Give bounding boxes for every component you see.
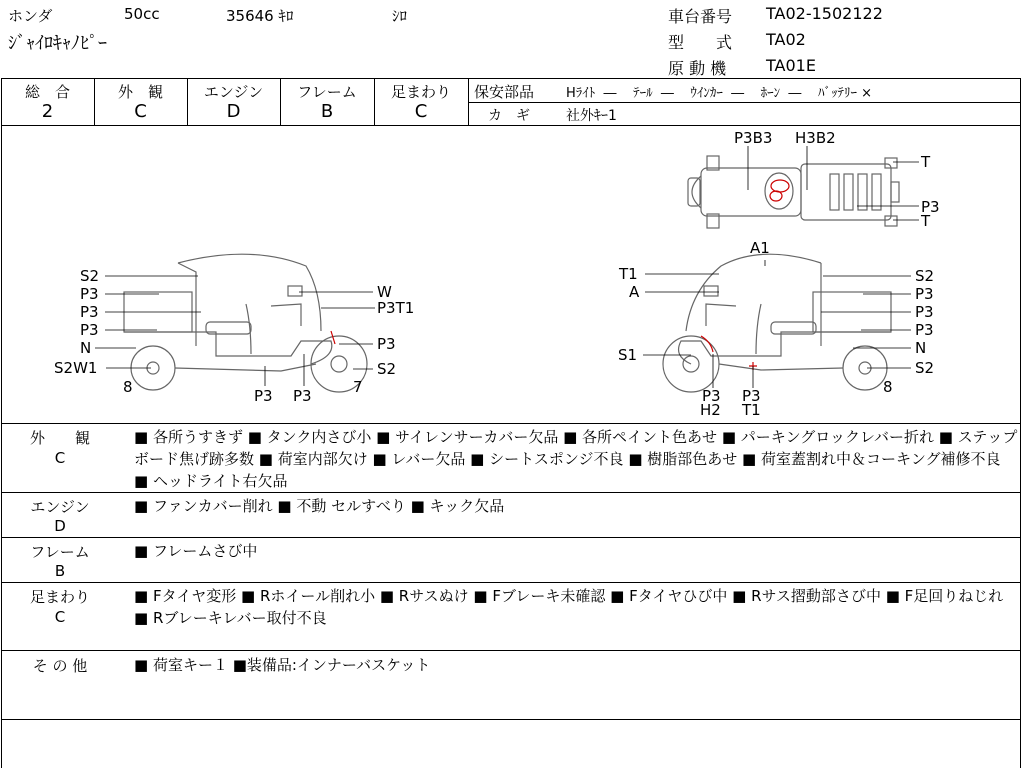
label-p3: P3: [293, 387, 312, 405]
engine-section-grade: D: [54, 517, 66, 535]
label-8: 8: [883, 378, 893, 396]
engine-model-value: TA01E: [766, 56, 816, 75]
label-p3b3: P3B3: [734, 129, 773, 147]
label-n: N: [915, 339, 927, 357]
top-view-drawing: [688, 156, 899, 228]
safety-parts-label: 保安部品: [474, 83, 535, 101]
frame-section-label: フレーム: [30, 543, 90, 561]
displacement: 50cc: [124, 5, 160, 23]
label-s2: S2: [915, 267, 935, 285]
label-p3: P3: [80, 321, 99, 339]
key-value: 社外ｷｰ1: [566, 108, 617, 124]
model-name: ｼﾞｬｲﾛｷｬﾉﾋﾟｰ: [8, 33, 107, 54]
label-h2: H2: [700, 401, 721, 419]
leader-lines: [95, 146, 919, 388]
label-n: N: [80, 339, 92, 357]
label-t-top: T: [921, 153, 931, 171]
label-h3b2: H3B2: [795, 129, 836, 147]
label-8: 8: [123, 378, 133, 396]
engine-section-label: エンジン: [30, 498, 90, 516]
label-a: A: [629, 283, 640, 301]
label-t1: T1: [742, 401, 761, 419]
maker: ホンダ: [8, 7, 53, 25]
suspension-grade-value: C: [414, 101, 428, 122]
label-s2: S2: [915, 359, 935, 377]
safety-parts-items: Hﾗｲﾄ ― ﾃｰﾙ ― ｳｲﾝｶｰ ― ﾎｰﾝ ― ﾊﾞｯﾃﾘｰ ×: [566, 86, 872, 101]
label-p3: P3: [254, 387, 273, 405]
overall-grade-label: 総 合: [24, 83, 70, 101]
exterior-grade-value: C: [134, 101, 147, 122]
exterior-grade-label: 外 観: [117, 83, 163, 101]
label-p3: P3: [742, 387, 761, 405]
divider: [468, 102, 1020, 103]
exterior-section-notes: ■ 各所うすきず ■ タンク内さび小 ■ サイレンサーカバー欠品 ■ 各所ペイント色あせ ■ パーキングロックレバー折れ ■ ステップボード焦げ跡多数 ■ 荷室内部欠け ■ レバー欠品 ■ シートスポンジ不良 ■ 樹脂部色あせ ■ 荷室蓋割れ中＆コーキング補修不良 ■ ヘッドライト右欠品: [134, 428, 1018, 490]
vehicle-damage-diagram: [1, 126, 1020, 423]
top-view-damage-marks: [770, 180, 789, 201]
frame-grade-label: フレーム: [297, 83, 357, 101]
divider: [468, 78, 469, 125]
label-t-bottom: T: [921, 212, 931, 230]
divider: [1, 492, 1021, 493]
suspension-section-notes: ■ Fタイヤ変形 ■ Rホイール削れ小 ■ Rサスぬけ ■ Fブレーキ未確認 ■ Fタイヤひび中 ■ Rサス摺動部さび中 ■ F足回りねじれ ■ Rブレーキレバー取付不良: [134, 587, 1004, 627]
frame-section-notes: ■ フレームさび中: [134, 542, 258, 560]
label-7: 7: [353, 378, 363, 396]
suspension-section-grade: C: [54, 608, 66, 626]
divider: [1, 650, 1021, 651]
right-view-labels: [618, 239, 934, 419]
label-p3: P3: [915, 321, 934, 339]
overall-grade-value: 2: [41, 101, 54, 122]
model-type-value: TA02: [766, 30, 806, 49]
left-side-view-drawing: [124, 254, 367, 392]
engine-grade-value: D: [226, 101, 241, 122]
label-s1: S1: [618, 346, 638, 364]
label-p3: P3: [915, 303, 934, 321]
divider: [1, 719, 1021, 720]
left-view-labels: [54, 267, 414, 405]
divider: [1, 582, 1021, 583]
label-p3-top: P3: [921, 198, 940, 216]
exterior-section-label: 外 観: [29, 429, 90, 447]
label-p3t1: P3T1: [377, 299, 415, 317]
engine-grade-label: エンジン: [203, 83, 264, 101]
label-a1: A1: [750, 239, 770, 257]
divider: [1, 537, 1021, 538]
suspension-grade-label: 足まわり: [390, 83, 451, 101]
label-w: W: [377, 283, 392, 301]
body-color: ｼﾛ: [392, 7, 408, 25]
label-s2: S2: [377, 360, 397, 378]
label-t1: T1: [619, 265, 638, 283]
divider: [1, 423, 1021, 424]
engine-model-label: 原 動 機: [668, 59, 727, 78]
other-section-notes: ■ 荷室キー１ ■装備品:インナーバスケット: [134, 656, 431, 674]
label-p3: P3: [80, 285, 99, 303]
label-p3: P3: [377, 335, 396, 353]
label-p3: P3: [80, 303, 99, 321]
other-section-label: そ の 他: [32, 657, 88, 675]
top-view-labels: [734, 129, 940, 230]
model-type-label: 型 式: [668, 33, 733, 52]
label-p3: P3: [702, 387, 721, 405]
frame-section-grade: B: [54, 562, 66, 580]
label-s2: S2: [80, 267, 100, 285]
mileage: 35646 ｷﾛ: [226, 7, 294, 25]
label-p3: P3: [915, 285, 934, 303]
right-side-view-drawing: [663, 254, 891, 392]
chassis-number: TA02-1502122: [766, 4, 883, 23]
label-s2w1: S2W1: [54, 359, 98, 377]
engine-section-notes: ■ ファンカバー削れ ■ 不動 セルすべり ■ キック欠品: [134, 497, 505, 515]
key-label: カ ギ: [488, 108, 530, 124]
frame-grade-value: B: [320, 101, 334, 122]
suspension-section-label: 足まわり: [29, 588, 90, 606]
exterior-section-grade: C: [54, 449, 66, 467]
chassis-label: 車台番号: [668, 7, 733, 26]
divider: [1, 78, 1021, 79]
